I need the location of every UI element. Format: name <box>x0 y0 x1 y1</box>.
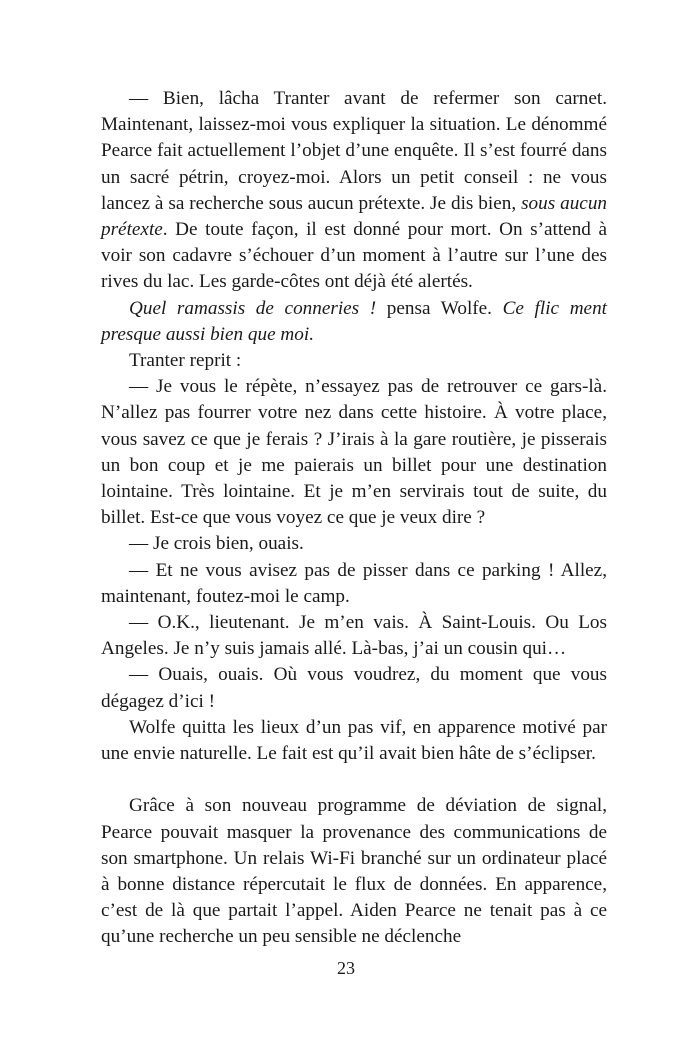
paragraph-6 <box>101 558 607 610</box>
paragraph-1 <box>101 86 607 296</box>
paragraph-2 <box>101 296 607 348</box>
paragraph-4 <box>101 374 607 531</box>
paragraph-3 <box>101 348 607 374</box>
italic-run: Quel ramassis de conneries ! <box>129 297 377 319</box>
text-run: — Ouais, ouais. Où vous voudrez, du moment que vous dégagez d’ici ! <box>101 664 607 712</box>
paragraph-10 <box>101 793 607 950</box>
text-run: Grâce à son nouveau programme de déviation de signal, Pearce pouvait masquer la provenance des communications de son smartphone. Un relais Wi-Fi branché sur un ordinateur placé à bonne distance répercutait le flux de données. En apparence, c’est de là que partait l’appel. Aiden Pearce ne tenait pas à ce qu’une recherche un peu sensible ne déclenche <box>101 795 607 948</box>
text-run: Wolfe quitta les lieux d’un pas vif, en apparence motivé par une envie naturelle. Le fait est qu’il avait bien hâte de s’éclipser. <box>101 716 607 765</box>
text-run: Tranter reprit : <box>129 350 242 372</box>
text-run: . De toute façon, il est donné pour mort. On s’attend à voir son cadavre s’échouer d’un moment à l’autre sur l’une des rives du lac. Les garde-côtes ont déjà été alertés. <box>101 219 607 293</box>
italic-run: sous aucun prétexte <box>101 192 608 241</box>
paragraph-7 <box>101 610 607 662</box>
text-run: — Et ne vous avisez pas de pisser dans ce parking ! Allez, maintenant, foutez-moi le camp. <box>101 559 607 607</box>
text-run: — Je crois bien, ouais. <box>129 533 304 555</box>
text-run: — Je vous le répète, n’essayez pas de retrouver ce gars-là. N’allez pas fourrer votre nez dans cette histoire. À votre place, vous savez ce que je ferais ? J’irais à la gare routière, je pisserais un bon coup et je me paierais un billet pour une destination lointaine. Très lointaine. Et je m’en servirais tout de suite, du billet. Est-ce que vous voyez ce que je veux dire ? <box>101 376 607 529</box>
paragraph-5 <box>101 531 607 557</box>
page-number: 23 <box>337 958 355 978</box>
text-run: — O.K., lieutenant. Je m’en vais. À Saint-Louis. Ou Los Angeles. Je n’y suis jamais allé. Là-bas, j’ai un cousin qui… <box>101 612 607 660</box>
text-run: — Bien, lâcha Tranter avant de refermer son carnet. Maintenant, laissez-moi vous expliquer la situation. Le dénommé Pearce fait actuellement l’objet d’une enquête. Il s’est fourré dans un sacré pétrin, croyez-moi. Alors un petit conseil : ne vous lancez à sa recherche sous aucun prétexte. Je dis bien, <box>101 88 607 214</box>
paragraph-9 <box>101 715 607 767</box>
page-body <box>101 86 607 951</box>
paragraph-8 <box>101 662 607 714</box>
text-run: pensa Wolfe. <box>376 297 503 319</box>
italic-run: Ce flic ment presque aussi bien que moi. <box>101 297 607 345</box>
